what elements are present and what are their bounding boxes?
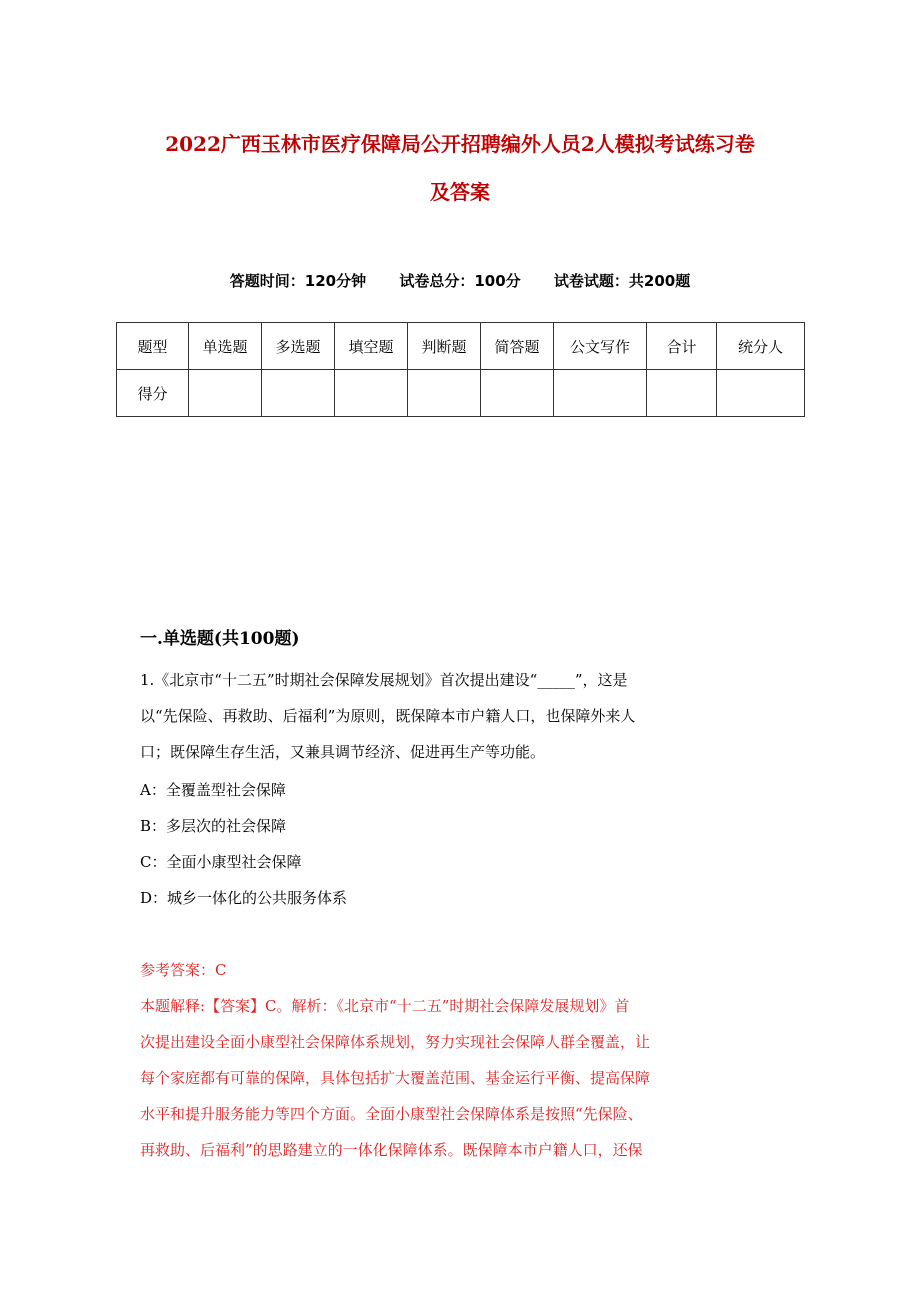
score-row-label: 得分 xyxy=(117,370,189,417)
document-title-line-2: 及答案 xyxy=(430,180,490,204)
exam-time: 答题时间：120分钟 xyxy=(229,272,367,290)
score-table-header-row xyxy=(117,323,805,370)
score-table-score-row xyxy=(117,370,805,417)
option-c: C：全面小康型社会保障 xyxy=(140,853,302,871)
score-table-header-cell: 合计 xyxy=(647,323,717,370)
analysis-line: 次提出建设全面小康型社会保障体系规划，努力实现社会保障人群全覆盖，让 xyxy=(140,1033,651,1051)
score-table-header-cell: 题型 xyxy=(117,323,189,370)
question-line: 以“先保险、再救助、后福利”为原则，既保障本市户籍人口，也保障外来人 xyxy=(140,707,636,725)
score-table-header-cell: 多选题 xyxy=(262,323,335,370)
score-cell xyxy=(647,370,717,417)
option-b: B：多层次的社会保障 xyxy=(140,817,287,835)
score-table-header-cell: 填空题 xyxy=(335,323,408,370)
question-1-stem xyxy=(140,662,785,770)
analysis-line: 每个家庭都有可靠的保障，具体包括扩大覆盖范围、基金运行平衡、提高保障 xyxy=(140,1069,651,1087)
document-title-line-1: 2022广西玉林市医疗保障局公开招聘编外人员2人模拟考试练习卷 xyxy=(165,132,755,156)
option-d: D：城乡一体化的公共服务体系 xyxy=(140,889,348,907)
document-title xyxy=(120,120,800,216)
score-cell xyxy=(408,370,481,417)
score-cell xyxy=(481,370,554,417)
analysis-line: 本题解释:【答案】C。解析：《北京市“十二五”时期社会保障发展规划》首 xyxy=(140,997,630,1015)
score-table-header-cell: 公文写作 xyxy=(554,323,647,370)
question-line: 1.《北京市“十二五”时期社会保障发展规划》首次提出建设“_____”，这是 xyxy=(140,671,628,689)
question-line: 口；既保障生存生活，又兼具调节经济、促进再生产等功能。 xyxy=(140,743,546,761)
score-cell xyxy=(554,370,647,417)
reference-answer: 参考答案：C xyxy=(140,961,227,979)
analysis-line: 再救助、后福利”的思路建立的一体化保障体系。既保障本市户籍人口，还保 xyxy=(140,1141,643,1159)
score-table-header-cell: 简答题 xyxy=(481,323,554,370)
analysis-line: 水平和提升服务能力等四个方面。全面小康型社会保障体系是按照“先保险、 xyxy=(140,1105,643,1123)
score-table-header-cell: 单选题 xyxy=(189,323,262,370)
section-heading: 一.单选题(共100题) xyxy=(140,629,300,649)
score-table xyxy=(116,322,805,417)
answer-analysis xyxy=(140,988,780,1168)
exam-total-score: 试卷总分：100分 xyxy=(399,272,521,290)
score-cell xyxy=(189,370,262,417)
score-table-header-cell: 判断题 xyxy=(408,323,481,370)
exam-total-questions: 试卷试题：共200题 xyxy=(553,272,691,290)
option-a: A：全覆盖型社会保障 xyxy=(140,781,286,799)
score-cell xyxy=(262,370,335,417)
score-table-header-cell: 统分人 xyxy=(717,323,805,370)
exam-info xyxy=(0,270,920,291)
score-cell xyxy=(335,370,408,417)
score-cell xyxy=(717,370,805,417)
